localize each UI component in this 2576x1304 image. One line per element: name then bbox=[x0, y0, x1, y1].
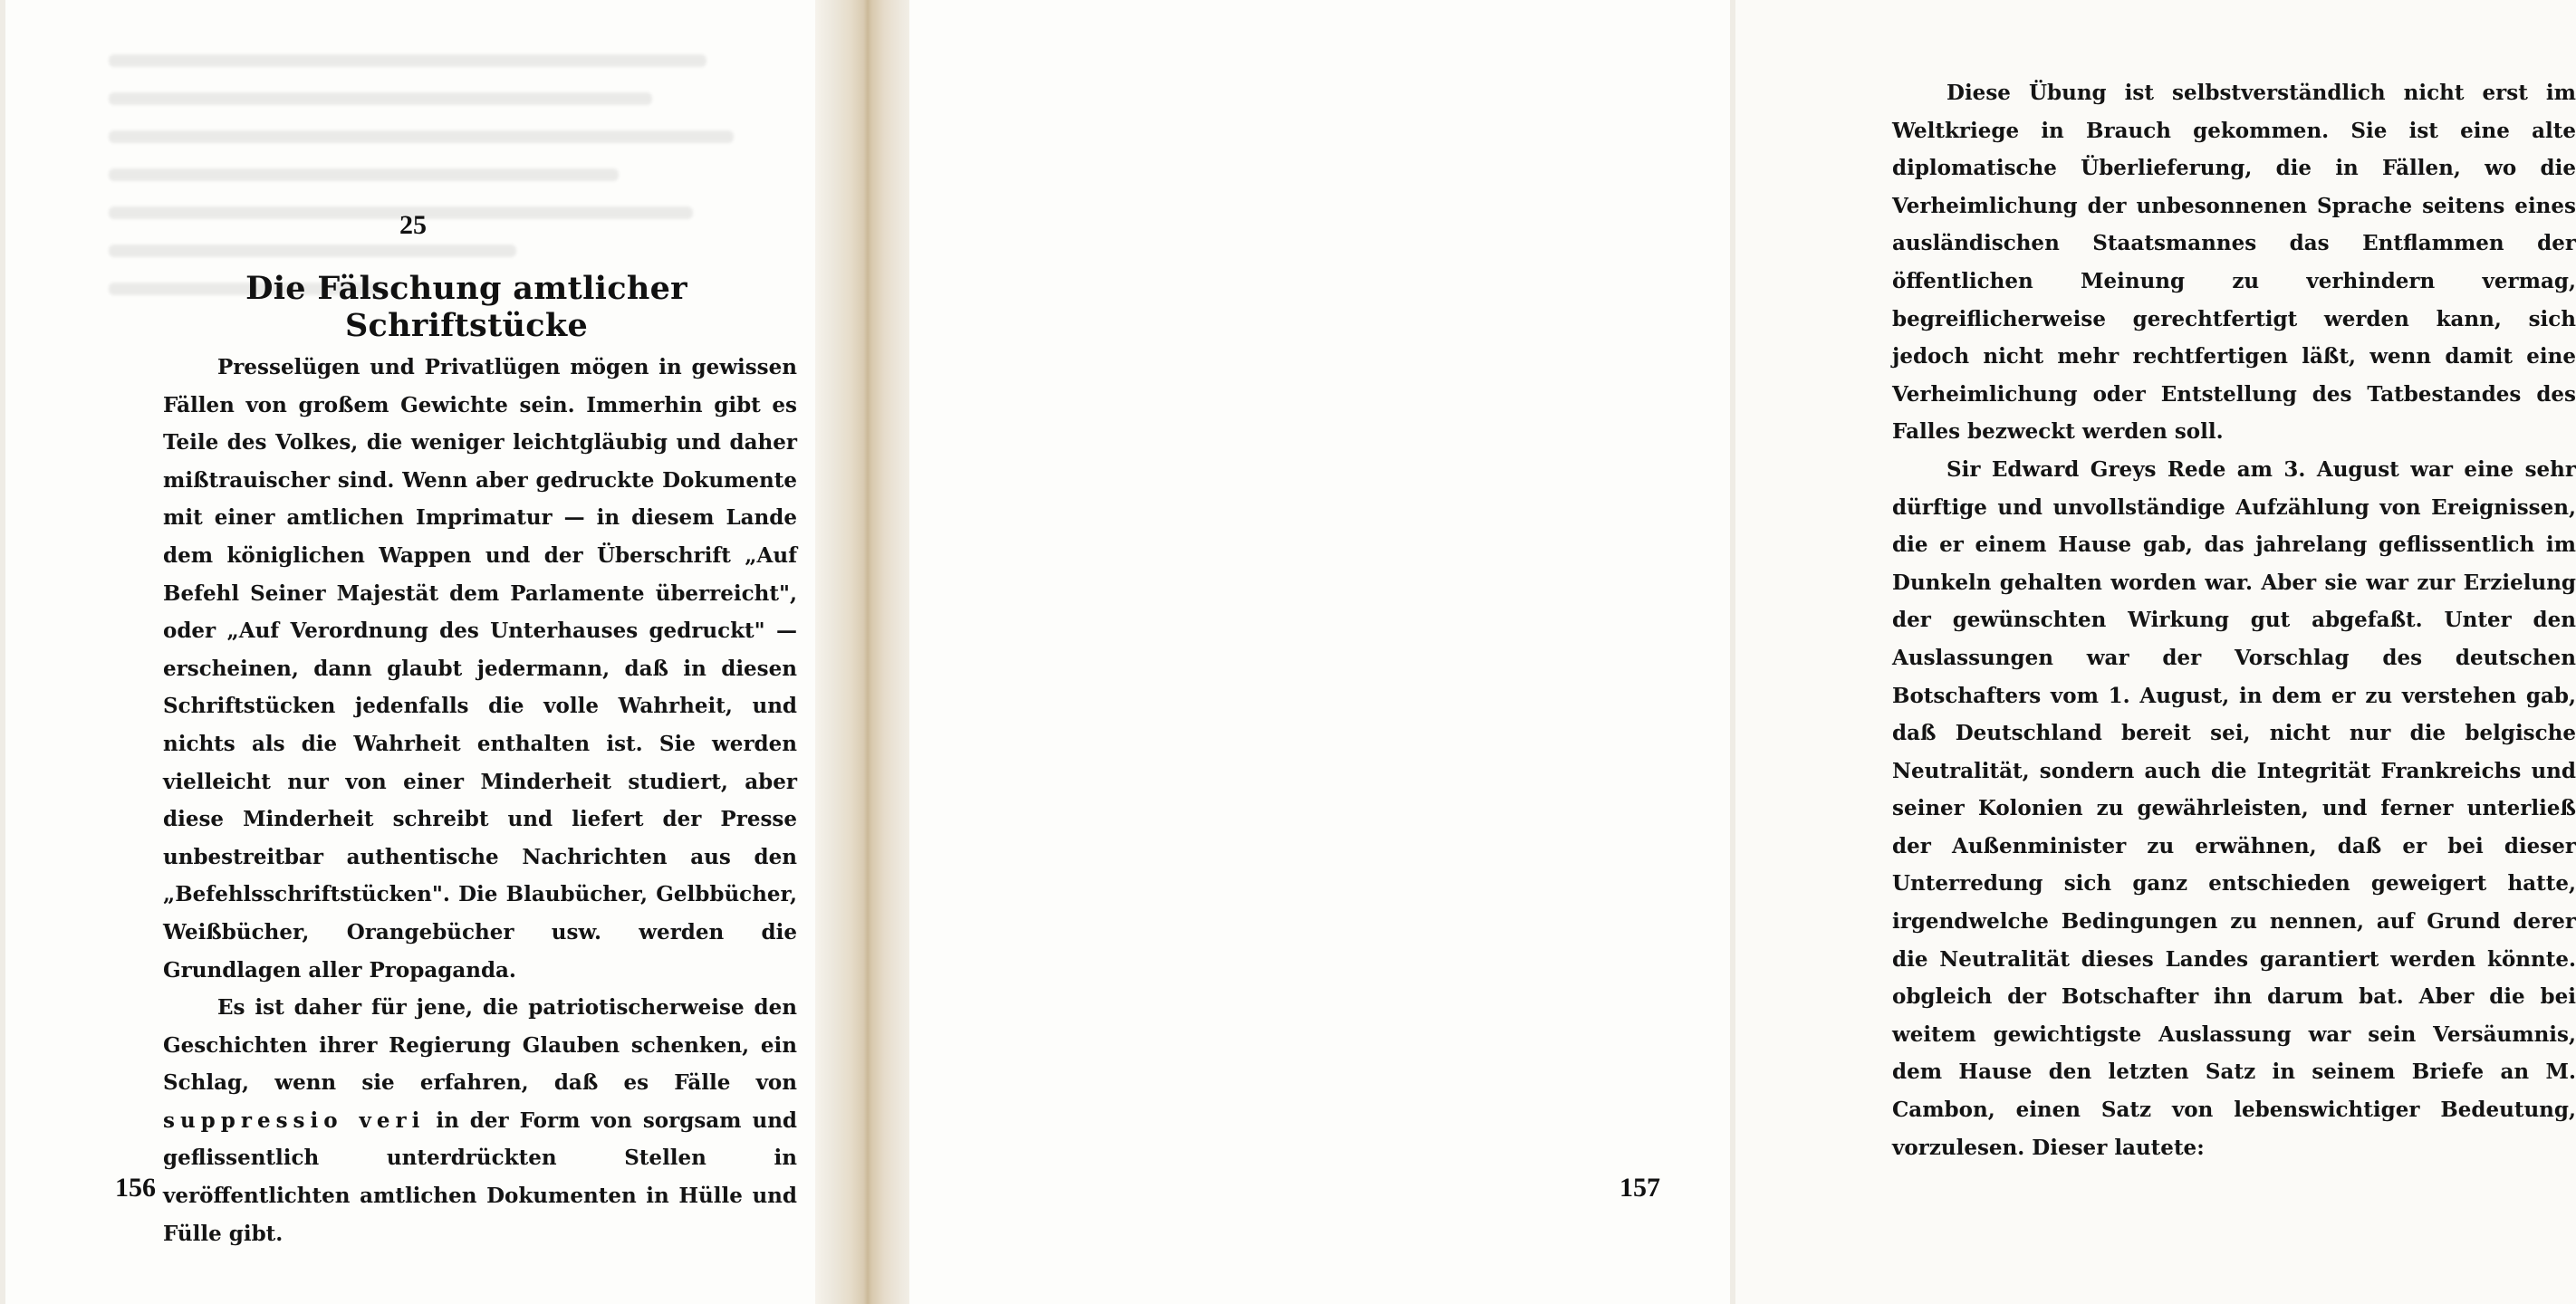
latin-phrase: suppressio veri bbox=[163, 1107, 426, 1133]
right-page-body bbox=[1892, 74, 2576, 1166]
chapter-number: 25 bbox=[399, 210, 427, 240]
right-page-number: 157 bbox=[1620, 1173, 1660, 1203]
page-edge-left bbox=[0, 0, 5, 1304]
left-paragraph-1: Presselügen und Privatlügen mögen in gewissen Fällen von großem Gewichte sein. Immerhin gibt es Teile des Volkes, die weniger leichtgläubig und daher mißtrauischer sind. Wenn aber gedruckte Dokumente mit einer amtlichen Imprimatur — in diesem Lande dem königlichen Wappen und der Überschrift „Auf Befehl Seiner Majestät dem Parlamente überreicht", oder „Auf Verordnung des Unterhauses gedruckt" — erscheinen, dann glaubt jedermann, daß in diesen Schriftstücken jedenfalls die volle Wahrheit, und nichts als die Wahrheit enthalten ist. Sie werden vielleicht nur von einer Minderheit studiert, aber diese Minderheit schreibt und liefert der Presse unbestreitbar authentische Nachrichten aus den „Befehlsschriftstücken". Die Blaubücher, Gelbbücher, Weißbücher, Orangebücher usw. werden die Grundlagen aller Propaganda. bbox=[163, 355, 797, 983]
right-paragraph-1: Diese Übung ist selbstverständlich nicht erst im Weltkriege in Brauch gekommen. Sie ist eine alte diplomatische Überlieferung, die in Fällen, wo die Verheimlichung der unbesonnenen Sprache seitens eines ausländischen Staatsmannes das Entflammen der öffentlichen Meinung zu verhindern vermag, begreiflicherweise gerechtfertigt werden kann, sich jedoch nicht mehr rechtfertigen läßt, wenn damit eine Verheimlichung oder Entstellung des Tatbestandes des Falles bezweckt werden soll. bbox=[1892, 81, 2576, 445]
right-paragraph-2: Sir Edward Greys Rede am 3. August war eine sehr dürftige und unvollständige Aufzählung von Ereignissen, die er einem Hause gab, das jahrelang geflissentlich im Dunkeln gehalten worden war. Aber sie war zur Erzielung der gewünschten Wirkung gut abgefaßt. Unter den Auslassungen war der Vorschlag des deutschen Botschafters vom 1. August, in dem er zu verstehen gab, daß Deutschland bereit sei, nicht nur die belgische Neutralität, sondern auch die Integrität Frankreichs und seiner Kolonien zu gewährleisten, und ferner unterließ der Außenminister zu erwähnen, daß er bei dieser Unterredung sich ganz entschieden geweigert hatte, irgendwelche Bedingungen zu nennen, auf Grund derer die Neutralität dieses Landes garantiert werden könnte. obgleich der Botschafter ihn darum bat. Aber die bei weitem gewichtigste Auslassung war sein Versäumnis, dem Hause den letzten Satz in seinem Briefe an M. Cambon, einen Satz von lebenswichtiger Bedeutung, vorzulesen. Dieser lautete: bbox=[1892, 456, 2576, 1160]
page-edge-right bbox=[1730, 0, 1735, 1304]
left-page-body bbox=[163, 349, 797, 1252]
left-paragraph-2 bbox=[163, 989, 797, 1252]
left-paragraph-2-after: in der Form von sorgsam und geflissentlich unterdrückten Stellen in veröffentlichten amtlichen Dokumenten in Hülle und Fülle gibt. bbox=[163, 1107, 798, 1246]
chapter-title: Die Fälschung amtlicher Schriftstücke bbox=[245, 270, 687, 344]
book-gutter bbox=[815, 0, 920, 1304]
left-page bbox=[0, 0, 826, 1304]
right-page bbox=[909, 0, 2576, 1304]
left-page-number: 156 bbox=[115, 1173, 156, 1203]
left-paragraph-2-before: Es ist daher für jene, die patriotischerweise den Geschichten ihrer Regierung Glauben schenken, ein Schlag, wenn sie erfahren, daß es Fälle von bbox=[163, 995, 797, 1096]
